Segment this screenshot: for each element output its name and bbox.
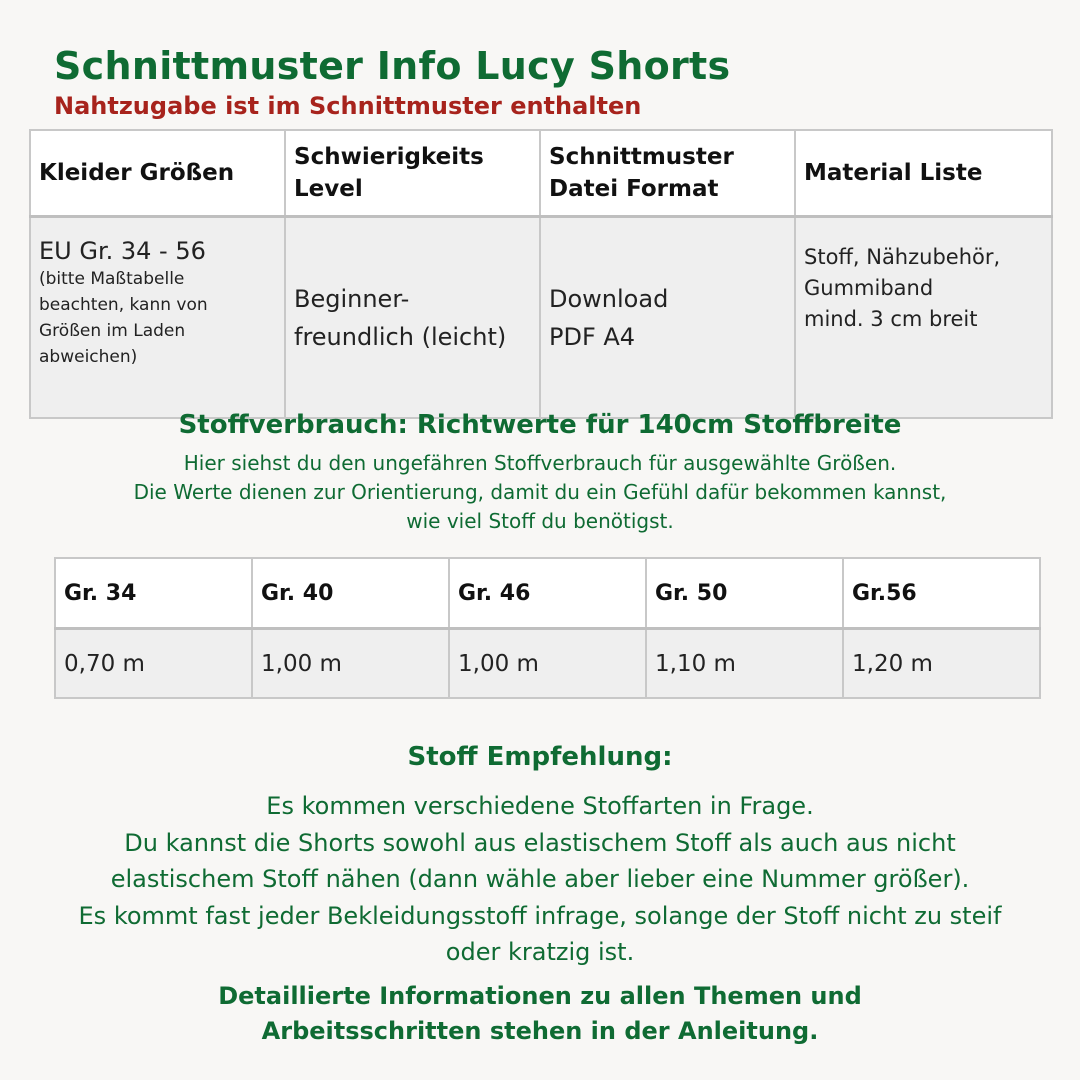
usage-table <box>54 557 1041 699</box>
usage-size-cell: Gr. 50 <box>646 558 843 629</box>
header-level: Schwierigkeits Level <box>285 130 540 217</box>
header-sizes: Kleider Größen <box>30 130 285 217</box>
info-header-row <box>30 130 1052 217</box>
usage-header-row <box>55 558 1040 629</box>
page-subtitle: Nahtzugabe ist im Schnittmuster enthalten <box>54 92 642 120</box>
header-format: Schnittmuster Datei Format <box>540 130 795 217</box>
usage-amount-cell: 0,70 m <box>55 629 252 699</box>
usage-size-cell: Gr.56 <box>843 558 1040 629</box>
cell-level: Beginner- freundlich (leicht) <box>285 217 540 419</box>
cell-sizes <box>30 217 285 419</box>
usage-amount-cell: 1,20 m <box>843 629 1040 699</box>
info-value-row <box>30 217 1052 419</box>
usage-title: Stoffverbrauch: Richtwerte für 140cm Stoffbreite <box>178 410 902 440</box>
info-table <box>29 129 1053 419</box>
sizes-note-2: beachten, kann von <box>39 295 208 315</box>
usage-amount-cell: 1,10 m <box>646 629 843 699</box>
usage-size-cell: Gr. 46 <box>449 558 646 629</box>
usage-amount-cell: 1,00 m <box>449 629 646 699</box>
usage-size-cell: Gr. 40 <box>252 558 449 629</box>
footer-note: Detaillierte Informationen zu allen Themen und Arbeitsschritten stehen in der Anleitung. <box>218 982 862 1045</box>
header-materials: Material Liste <box>795 130 1052 217</box>
usage-amount-cell: 1,00 m <box>252 629 449 699</box>
page-title: Schnittmuster Info Lucy Shorts <box>54 44 731 88</box>
usage-value-row <box>55 629 1040 699</box>
usage-size-cell: Gr. 34 <box>55 558 252 629</box>
cell-materials: Stoff, Nähzubehör, Gummiband mind. 3 cm breit <box>795 217 1052 419</box>
recommendation-title: Stoff Empfehlung: <box>407 742 673 772</box>
cell-format: Download PDF A4 <box>540 217 795 419</box>
usage-description: Hier siehst du den ungefähren Stoffverbrauch für ausgewählte Größen. Die Werte dienen zur Orientierung, damit du ein Gefühl dafür bekommen kannst, wie viel Stoff du benötigst. <box>133 451 947 533</box>
recommendation-text: Es kommen verschiedene Stoffarten in Frage. Du kannst die Shorts sowohl aus elastischem Stoff als auch aus nicht elastischem Stoff nähen (dann wähle aber lieber eine Nummer größer). Es kommt fast jeder Bekleidungsstoff infrage, solange der Stoff nicht zu steif oder kratzig ist. <box>78 792 1002 966</box>
sizes-note-3: Größen im Laden <box>39 321 186 341</box>
sizes-main: EU Gr. 34 - 56 <box>39 237 206 265</box>
sizes-note-4: abweichen) <box>39 347 138 367</box>
sizes-note-1: (bitte Maßtabelle <box>39 269 185 289</box>
